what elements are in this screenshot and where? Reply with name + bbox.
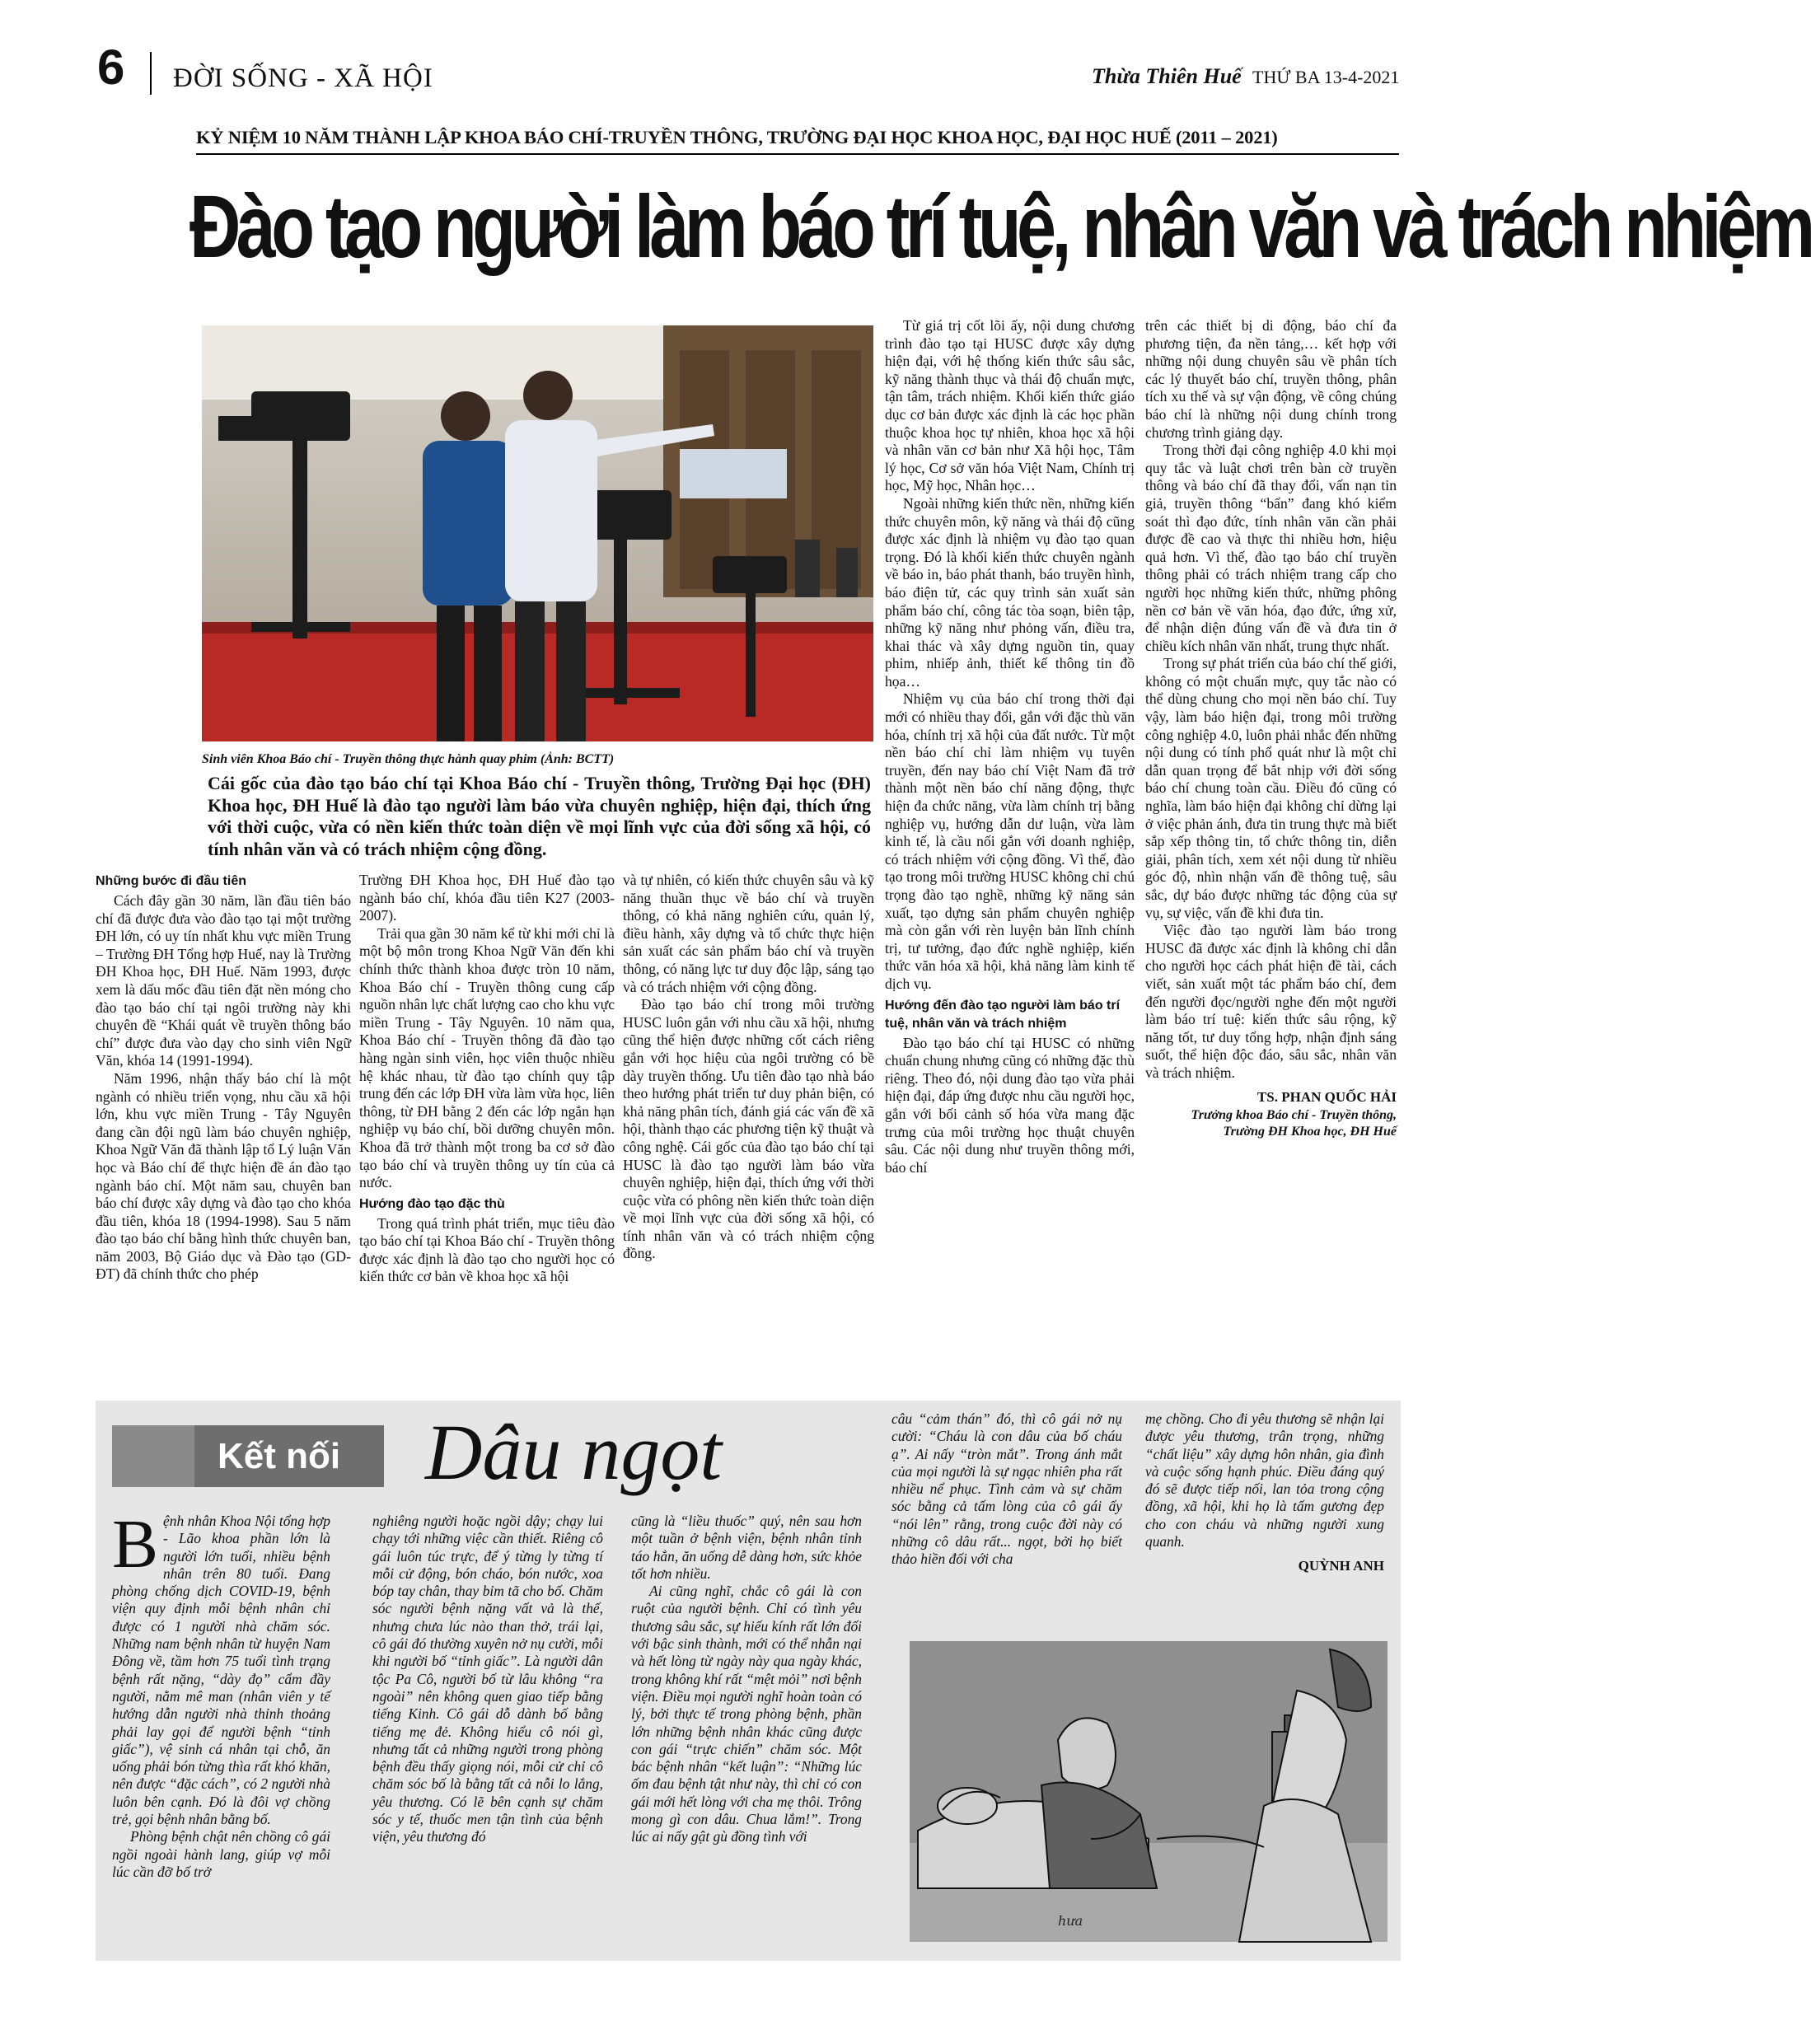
paragraph: mẹ chồng. Cho đi yêu thương sẽ nhận lại được yêu thương, trân trọng, những “chất liệu” xây dựng hôn nhân, gia đình và cuộc sống hạnh phúc. Điều đáng quý đó sẽ được tiếp nối, lan tỏa trong cộng đồng, xã hội, khi họ là tấm gương đẹp cho con cháu và những người xung quanh. <box>1145 1410 1384 1551</box>
subhead-humane-journalism: Hướng đến đào tạo người làm báo trí tuệ, nhân văn và trách nhiệm <box>885 998 1121 1031</box>
paragraph: Từ giá trị cốt lõi ấy, nội dung chương trình đào tạo tại HUSC được xây dựng hiện đại, với hệ thống kiến thức sâu sắc, kỹ năng thành thục và thái độ chuẩn mực, tận tâm, trách nhiệm. Khối kiến thức giáo dục cơ bản được xác định là các học phần thuộc khoa học tự nhiên, khoa học xã hội và nhân văn cơ bản như Xã hội học, Tâm lý học, Cơ sở văn hóa Việt Nam, Chính trị học, Mỹ học, Nhân học… <box>885 317 1135 494</box>
author-title: Trưởng khoa Báo chí - Truyền thông, <box>1191 1107 1397 1122</box>
subhead-first-steps: Những bước đi đầu tiên <box>96 874 246 888</box>
paragraph <box>112 1506 330 1828</box>
paragraph: Trong sự phát triển của báo chí thế giới, không có một chuẩn mực, quy tắc nào có thể dùng chung cho mọi nền báo chí. Tuy vậy, làm báo hiện đại, trong môi trường công nghiệp 4.0, luôn phải nhắc đến những nội dung có tính phổ quát như là một chỉ dẫn quan trọng để bắt nhịp với đời sống báo chí chung toàn cầu. Điều đó cũng có nghĩa, làm báo hiện đại không chỉ dừng lại ở việc phản ánh, đưa tin trung thực mà biết sắp xếp thông tin, tổ chức thông tin, diễn giải, phân tích, xem xét nội dung từ nhiều góc độ, nhìn nhận vấn đề thông tuệ, sâu sắc, dự báo được những tác động của sự vụ, sự việc, vấn đề khi đưa tin. <box>1145 655 1397 921</box>
paragraph: Trong thời đại công nghiệp 4.0 khi mọi quy tắc và luật chơi trên bàn cờ truyền thông và báo chí đã thay đổi, vấn nạn tin giả, truyền thông “bẩn” đang khó kiểm soát thì đạo đức, tính nhân văn cần phải được đề cao và thực thi nhiều hơn, hiệu quả hơn. Vì thế, đào tạo báo chí truyền thông phải có trách nhiệm trang cấp cho người học những kiến thức, những phông nền cơ bản về văn hóa, đạo đức, ứng xử, để nhận diện đúng vấn đề và đưa tin ở chiều kích nhân văn nhất, trung thực nhất. <box>1145 442 1397 654</box>
paragraph: Cách đây gần 30 năm, lần đầu tiên báo chí đã được đưa vào đào tạo tại một trường ĐH lớn, có uy tín nhất khu vực miền Trung – Trường ĐH Tổng hợp Huế, nay là Trường ĐH Khoa học, ĐH Huế. Năm 1993, được xem là dấu mốc đầu tiên đặt nền móng cho đào tạo báo chí tại ngôi trường này khi chuyên đề “Khái quát về truyền thông báo chí” được đưa vào dạy cho sinh viên Ngữ Văn, khóa 14 (1991-1994). <box>96 892 351 1069</box>
box-col-2 <box>372 1513 603 1949</box>
paragraph: Phòng bệnh chật nên chồng cô gái ngồi ngoài hành lang, giúp vợ mỗi lúc cần đỡ bố trở <box>112 1828 330 1880</box>
section-title: ĐỜI SỐNG - XÃ HỘI <box>173 63 433 93</box>
paragraph: Trong quá trình phát triển, mục tiêu đào tạo báo chí tại Khoa Báo chí - Truyền thông được xác định là đào tạo cho người học có kiến thức cơ bản về khoa học xã hội <box>359 1214 615 1285</box>
kicker: KỶ NIỆM 10 NĂM THÀNH LẬP KHOA BÁO CHÍ-TRUYỀN THÔNG, TRƯỜNG ĐẠI HỌC KHOA HỌC, ĐẠI HỌC HUẾ (2011 – 2021) <box>196 127 1278 147</box>
box-col-1 <box>112 1506 330 1949</box>
paragraph: Trải qua gần 30 năm kể từ khi mới chỉ là một bộ môn trong Khoa Ngữ Văn đến khi chính thức thành khoa được tròn 10 năm, Khoa Báo chí - Truyền thông cung cấp nguồn nhân lực chất lượng cao cho khu vực miền Trung - Tây Nguyên. 10 năm qua, Khoa Báo chí - Truyền thông đã đào tạo hàng ngàn sinh viên, học viên thuộc nhiều hệ khác nhau, từ đào tạo chính quy tập trung đến các lớp ĐH vừa làm vừa học, liên thông, từ ĐH bằng 2 đến các lớp ngắn hạn nghiệp vụ báo chí, bồi dưỡng chuyên môn. Khoa đã trở thành một trong ba cơ sở đào tạo báo chí và truyền thông uy tín của cả nước. <box>359 924 615 1191</box>
paragraph: Việc đào tạo người làm báo trong HUSC đã được xác định là không chỉ dẫn cho người học cách phát hiện đề tài, cách viết, sản xuất một tác phẩm báo chí, đem đến người đọc/người nghe đến một người làm báo trí tuệ: kiến thức sâu rộng, kỹ năng tốt, tư duy tổng hợp, nhận định sáng suốt, thể hiện độc đáo, sâu sắc, nhân văn và trách nhiệm. <box>1145 922 1397 1081</box>
ket-noi-tag <box>112 1425 384 1487</box>
paragraph: Ai cũng nghĩ, chắc cô gái là con ruột của người bệnh. Chỉ có tình yêu thương sâu sắc, sự hiếu kính rất lớn đối với bậc sinh thành, mới có thể nhẫn nại và hết lòng từ ngày này qua ngày khác, trong không khí rất “mệt mỏi” nơi bệnh viện. Điều mọi người nghĩ hoàn toàn có lý, bởi thực tế trong phòng bệnh, phần lớn những bệnh nhân khác cũng được con gái “trực chiến” chăm sóc. Một bác bệnh nhân “kết luận”: “Những lúc ốm đau bệnh tật như này, thì chỉ có con gái mới hết lòng với cha mẹ thôi. Trông mong gì con dâu. Chua lắm!”. Trong lúc ai nấy gật gù đồng tình với <box>631 1583 862 1845</box>
kicker-rule <box>196 153 1399 155</box>
article-col-4 <box>885 317 1135 1372</box>
paragraph: Trường ĐH Khoa học, ĐH Huế đào tạo ngành báo chí, khóa đầu tiên K27 (2003-2007). <box>359 872 615 924</box>
paragraph: Đào tạo báo chí tại HUSC có những chuẩn chung nhưng cũng có những đặc thù riêng. Theo đó, nội dung đào tạo vừa phải hiện đại, đáp ứng được nhu cầu người học, gắn với bối cảnh số hóa vừa mang đặc trưng của môi trường học thuật chuyên sâu. Các nội dung như truyền thông mới, báo chí <box>885 1034 1135 1176</box>
box-col-3 <box>631 1513 862 1949</box>
paper-name: Thừa Thiên Huế <box>1092 64 1242 88</box>
article-col-3 <box>623 872 874 1366</box>
subhead-specific-direction: Hướng đào tạo đặc thù <box>359 1196 505 1211</box>
author-affiliation: Trường ĐH Khoa học, ĐH Huế <box>1223 1124 1397 1139</box>
box-col-5 <box>1145 1410 1384 1600</box>
box-title: Dâu ngọt <box>425 1408 722 1496</box>
headline-text: Đào tạo người làm báo trí tuệ, nhân văn và trách nhiệm <box>190 176 1811 276</box>
paragraph: Năm 1996, nhận thấy báo chí là một ngành có nhiều triển vọng, nhu cầu xã hội lớn, khu vực miền Trung - Tây Nguyên đang cần đội ngũ làm báo chuyên nghiệp, Khoa Ngữ Văn đã thành lập tổ Lý luận Văn học và Báo chí để thực hiện đề án đào tạo ngành báo chí. Một năm sau, chuyên ban báo chí được xây dựng và đào tạo cho khóa đầu tiên, khóa 18 (1994-1998). Sau 5 năm đào tạo báo chí bằng hình thức chuyên ban, năm 2003, Bộ Giáo dục và Đào tạo (GD-ĐT) đã chính thức cho phép <box>96 1069 351 1283</box>
article-col-2 <box>359 872 615 1366</box>
article-lead: Cái gốc của đào tạo báo chí tại Khoa Báo chí - Truyền thông, Trường Đại học (ĐH) Khoa học, ĐH Huế là đào tạo người làm báo vừa chuyên nghiệp, hiện đại, thích ứng với thời cuộc, vừa có nền kiến thức toàn diện về mọi lĩnh vực của đời sống xã hội, có tính nhân văn và có trách nhiệm cộng đồng. <box>208 773 871 859</box>
drop-cap: B <box>112 1506 159 1583</box>
paragraph: cũng là “liều thuốc” quý, nên sau hơn một tuần ở bệnh viện, bệnh nhân tỉnh táo hẳn, ăn uống dễ dàng hơn, sức khỏe tốt hơn nhiều. <box>631 1513 862 1582</box>
ket-noi-label: Kết nối <box>218 1436 341 1476</box>
author-name: TS. PHAN QUỐC HẢI <box>1256 1088 1397 1105</box>
box-col-4 <box>891 1410 1122 1583</box>
paragraph: trên các thiết bị di động, báo chí đa phương tiện, đa nền tảng,… kết hợp với những nội dung chuyên sâu về phân tích các lý thuyết báo chí, truyền thông, phân tích xu thế và sự vận động, về công chúng báo chí là những nội dung chính trong chương trình giảng dạy. <box>1145 317 1397 441</box>
paragraph: nghiêng người hoặc ngồi dậy; chạy lui chạy tới những việc cần thiết. Riêng cô gái luôn túc trực, để ý từng ly từng tí mỗi cử động, bón cháo, bón nước, xoa bóp tay chân, thay bỉm tã cho bố. Chăm sóc người bệnh nặng vất vả là thế, nhưng chưa lúc nào than thở, trái lại, cô gái đó thường xuyên nở nụ cười, mỗi khi người bố “tỉnh giấc”. Là người dân tộc Pa Cô, người bố từ lâu không “ra ngoài” nên không quen giao tiếp bằng tiếng Kinh. Cô gái dỗ dành bố bằng tiếng mẹ đẻ. Không hiểu cô nói gì, nhưng tất cả những người trong phòng bệnh đều thấy giọng nói, mỗi cử chỉ cô chăm sóc bố là bằng tất cả nỗi lo lắng, yêu thương. Có lẽ bên cạnh sự chăm sóc y tế, thuốc men tận tình của bệnh viện, yêu thương đó <box>372 1513 603 1845</box>
page-header <box>91 40 1401 103</box>
illustration-signature: hưa <box>1058 1913 1083 1929</box>
paragraph: Đào tạo báo chí trong môi trường HUSC luôn gắn với nhu cầu xã hội, nhưng cũng thể hiện được những cốt cách riêng gắn với học hiệu của ngôi trường có bề dày truyền thống. Ưu tiên đào tạo nhà báo theo hướng phát triển tư duy phản biện, có khả năng phân tích, đánh giá các vấn đề xã hội, thành thạo các phương tiện kỹ thuật và công nghệ. Cái gốc của đào tạo báo chí tại HUSC là đào tạo người làm báo vừa chuyên nghiệp, hiện đại, thích ứng với thời cuộc vừa có phông nền kiến thức toàn diện về mọi lĩnh vực của đời sống xã hội, có tính nhân văn và có trách nhiệm cộng đồng. <box>623 996 874 1262</box>
box-illustration <box>910 1641 1387 1942</box>
article-col-1 <box>96 869 351 1363</box>
box-author: QUỲNH ANH <box>1298 1558 1384 1574</box>
paragraph: câu “cảm thán” đó, thì cô gái nở nụ cười: “Cháu là con dâu của bố cháu ạ”. Ai nấy “tròn mắt”. Trong ánh mắt của mọi người là sự ngạc nhiên pha rất nhiều nể phục. Tình cảm và sự chăm sóc bằng cả tấm lòng của cô gái ấy “nói lên” rằng, trong cuộc đời này có những cô dâu rất... ngọt, bởi họ biết thảo hiền đối với cha <box>891 1410 1122 1568</box>
issue-date: THỨ BA 13-4-2021 <box>1252 67 1400 87</box>
paragraph: Ngoài những kiến thức nền, những kiến thức chuyên môn, kỹ năng và thái độ cũng được xác định là nhiệm vụ đào tạo quan trọng. Đó là khối kiến thức chuyên ngành về báo in, báo phát thanh, báo truyền hình, báo điện tử, các quy trình sản xuất sản phẩm báo chí, công tác tòa soạn, biên tập, những kỹ năng như phỏng vấn, điều tra, khai thác và xây dựng nguồn tin, quay phim, nhiếp ảnh, thiết kế thông tin đồ họa… <box>885 494 1135 690</box>
hospital-care-illustration <box>910 1641 1387 1942</box>
ket-noi-box <box>96 1401 1401 1961</box>
paragraph: và tự nhiên, có kiến thức chuyên sâu và kỹ năng thuần thục về báo chí và truyền thông, có khả năng nghiên cứu, quản lý, điều hành, xây dựng và tổ chức thực hiện sản xuất các sản phẩm báo chí và truyền thông, có năng lực tư duy độc lập, sáng tạo và có trách nhiệm với cộng đồng. <box>623 872 874 995</box>
headline <box>190 165 1811 305</box>
paragraph: Nhiệm vụ của báo chí trong thời đại mới có nhiều thay đổi, gắn với đặc thù văn hóa, chính trị xã hội của đất nước. Từ một nền báo chí chỉ làm nhiệm vụ tuyên truyền, đến nay báo chí Việt Nam đã trở thành một nền báo chí năng động, thực hiện đa chức năng, vừa làm chính trị bằng nghiệp vụ, hướng dẫn dư luận, vừa làm kinh tế, là cầu nối gắn với doanh nghiệp, có trách nhiệm với cộng đồng. Vì thế, đào tạo trong môi trường HUSC không chỉ chú trọng đào tạo nghề, những kỹ năng sản xuất, tạo dựng sản phẩm chuyên nghiệp mà còn gắn với rèn luyện bản lĩnh chính trị, tư tưởng, đạo đức nghề nghiệp, kiến thức văn hóa xã hội, khả năng làm kinh tế dịch vụ. <box>885 690 1135 992</box>
page-number: 6 <box>97 40 125 95</box>
photo-caption: Sinh viên Khoa Báo chí - Truyền thông thực hành quay phim (Ảnh: BCTT) <box>202 752 615 766</box>
paragraph-text: ệnh nhân Khoa Nội tổng hợp - Lão khoa phần lớn là người lớn tuổi, nhiều bệnh nhân trên 80 tuổi. Đang phòng chống dịch COVID-19, bệnh viện quy định mỗi bệnh nhân chỉ được có 1 người nhà chăm sóc. Những nam bệnh nhân từ huyện Nam Đông về, tầm hơn 75 tuổi tình trạng bệnh rất nặng, “dày đọ” cẩm đầy người, nằm mê man (nhân viên y tế hướng dẫn người nhà thỉnh thoảng phải lay gọi để người bệnh “tỉnh giấc”), vệ sinh cá nhân tại chỗ, ăn uống phải bón từng thìa rất khó khăn, nên được “đặc cách”, có 2 người nhà luôn bên cạnh. Đó là đôi vợ chồng trẻ, gọi bệnh nhân bằng bố. <box>112 1513 330 1828</box>
article-photo <box>202 325 873 741</box>
camera-students-photo <box>202 325 873 741</box>
article-col-5 <box>1145 317 1397 1376</box>
header-divider <box>150 52 152 95</box>
